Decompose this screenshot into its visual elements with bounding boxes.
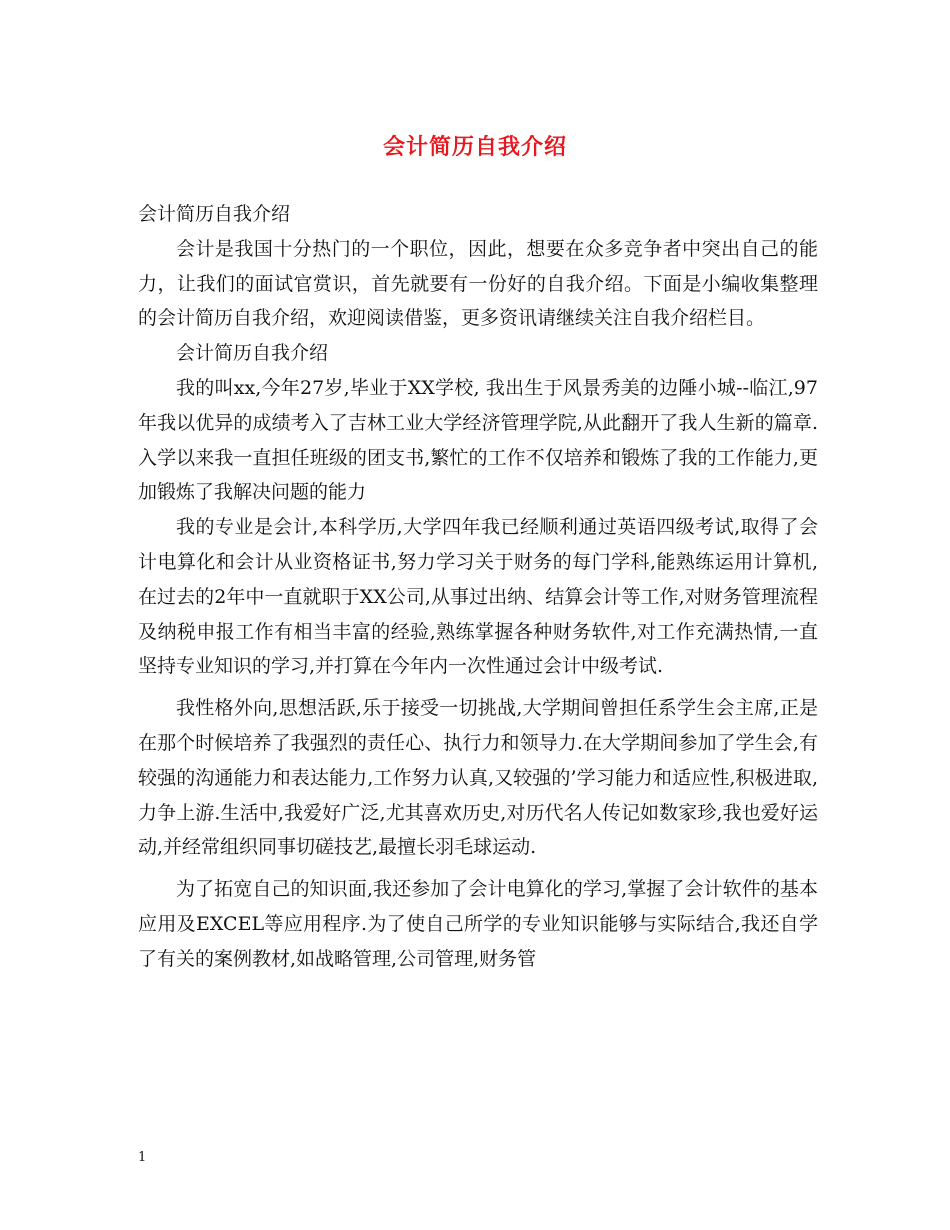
page-number: 1 — [138, 1150, 147, 1165]
background-paragraph: 我的叫xx,今年27岁,毕业于XX学校, 我出生于风景秀美的边陲小城--临江,97年我以优异的成绩考入了吉林工业大学经济管理学院,从此翻开了我人生新的篇章.入学以来我一直担任班级的团支书,繁忙的工作不仅培养和锻炼了我的工作能力,更加锻炼了我解决问题的能力 — [138, 376, 818, 504]
profession-paragraph: 我的专业是会计,本科学历,大学四年我已经顺利通过英语四级考试,取得了会计电算化和会计从业资格证书,努力学习关于财务的每门学科,能熟练运用计算机,在过去的2年中一直就职于XX公司,从事过出纳、结算会计等工作,对财务管理流程及纳税申报工作有相当丰富的经验,熟练掌握各种财务软件,对工作充满热情,一直坚持专业知识的学习,并打算在今年内一次性通过会计中级考试. — [138, 516, 818, 678]
document-body — [138, 197, 818, 977]
subheading-paragraph: 会计简历自我介绍 — [176, 342, 329, 365]
section-heading: 会计简历自我介绍 — [138, 203, 291, 225]
document-title: 会计简历自我介绍 — [382, 134, 567, 160]
intro-paragraph: 会计是我国十分热门的一个职位，因此，想要在众多竞争者中突出自己的能力，让我们的面试官赏识，首先就要有一份好的自我介绍。下面是小编收集整理的会计简历自我介绍，欢迎阅读借鉴，更多资讯请继续关注自我介绍栏目。 — [138, 237, 818, 330]
learning-paragraph: 为了拓宽自己的知识面,我还参加了会计电算化的学习,掌握了会计软件的基本应用及EXCEL等应用程序.为了使自己所学的专业知识能够与实际结合,我还自学了有关的案例教材,如战略管理,公司管理,财务管 — [138, 878, 818, 970]
personality-paragraph: 我性格外向,思想活跃,乐于接受一切挑战,大学期间曾担任系学生会主席,正是在那个时候培养了我强烈的责任心、执行力和领导力.在大学期间参加了学生会,有较强的沟通能力和表达能力,工作努力认真,又较强的’学习能力和适应性,积极进取,力争上游.生活中,我爱好广泛,尤其喜欢历史,对历代名人传记如数家珍,我也爱好运动,并经常组织同事切磋技艺,最擅长羽毛球运动. — [138, 697, 818, 859]
